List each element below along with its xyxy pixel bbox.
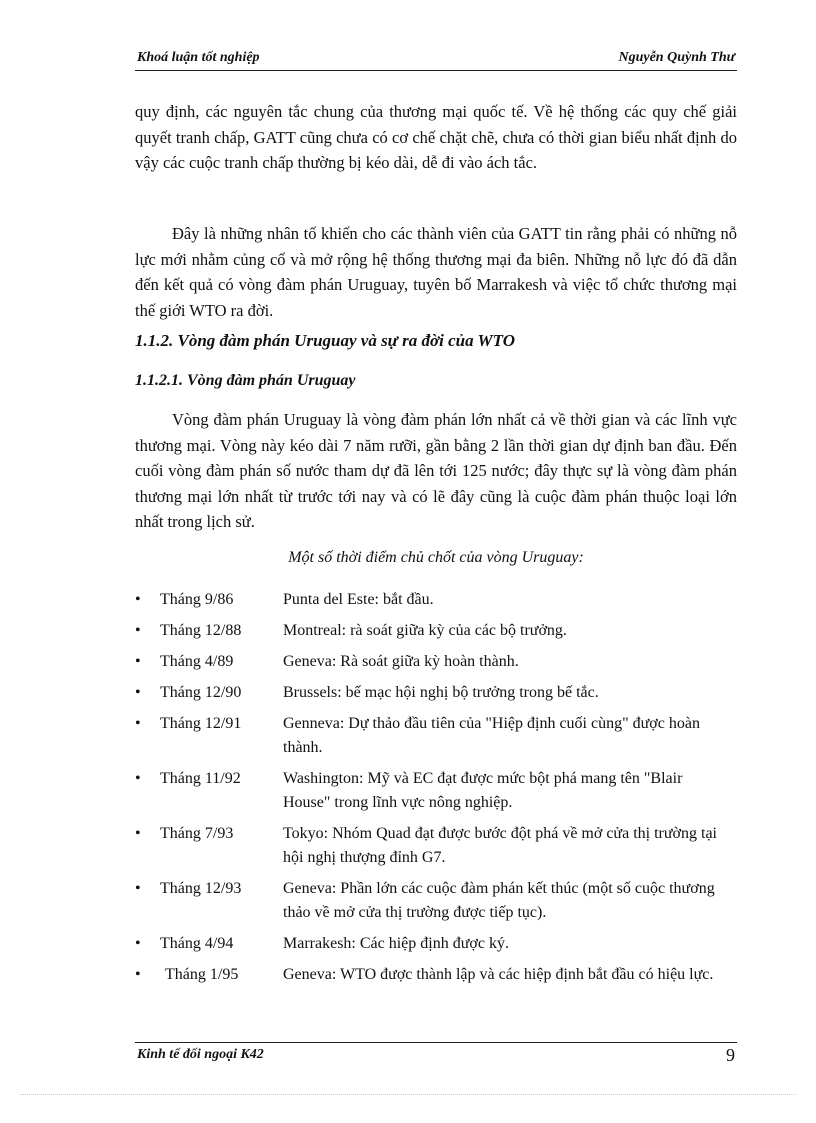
header-author-name: Nguyễn Quỳnh Thư xyxy=(618,50,735,65)
paragraph-intro: quy định, các nguyên tắc chung của thương mại quốc tế. Về hệ thống các quy chế giải quyết tranh chấp, GATT cũng chưa có cơ chế chặt chẽ, chưa có thời gian biểu nhất định do vậy các cuộc tranh chấp thường bị kéo dài, dễ đi vào ách tắc. xyxy=(135,102,737,172)
bullet-icon: • xyxy=(135,653,141,670)
timeline-description: Montreal: rà soát giữa kỳ của các bộ trưởng. xyxy=(283,622,567,639)
timeline-description: Geneva: Phần lớn các cuộc đàm phán kết thúc (một số cuộc thương thảo về mở cửa thị trường được tiếp tục). xyxy=(283,880,715,921)
timeline-date: Tháng 4/89 xyxy=(160,653,234,670)
bullet-icon: • xyxy=(135,825,141,842)
list-item xyxy=(135,619,737,643)
list-item xyxy=(135,712,737,760)
page-number: 9 xyxy=(726,1045,735,1065)
list-item xyxy=(135,877,737,925)
header-thesis-title: Khoá luận tốt nghiệp xyxy=(137,50,260,65)
timeline-description: Washington: Mỹ và EC đạt được mức bột phá mang tên "Blair House" trong lĩnh vực nông nghiệp. xyxy=(283,770,683,811)
list-item xyxy=(135,650,737,674)
paragraph-uruguay-round: Vòng đàm phán Uruguay là vòng đàm phán lớn nhất cả về thời gian và các lĩnh vực thương mại. Vòng này kéo dài 7 năm rưỡi, gần bằng 2 lần thời gian dự định ban đầu. Đến cuối vòng đàm phán số nước tham dự đã lên tới 125 nước; đây thực sự là vòng đàm phán thương mại lớn nhất từ trước tới nay và có lẽ đây cũng là cuộc đàm phán thuộc loại lớn nhất trong lịch sử. xyxy=(135,410,737,531)
timeline-description: Genneva: Dự thảo đầu tiên của "Hiệp định cuối cùng" được hoàn thành. xyxy=(283,715,700,756)
list-item xyxy=(135,932,737,956)
timeline-date: Tháng 4/94 xyxy=(160,935,234,952)
list-item xyxy=(135,588,737,612)
page-bottom-divider xyxy=(20,1094,796,1095)
subsection-heading: 1.1.2.1. Vòng đàm phán Uruguay xyxy=(135,372,356,389)
timeline-description: Geneva: Rà soát giữa kỳ hoàn thành. xyxy=(283,653,519,670)
timeline-date: Tháng 12/88 xyxy=(160,622,242,639)
page-footer xyxy=(135,1042,737,1071)
timeline-description: Tokyo: Nhóm Quad đạt được bước đột phá về mở cửa thị trường tại hội nghị thượng đỉnh G7. xyxy=(283,825,717,866)
timeline-list xyxy=(135,588,737,994)
timeline-description: Punta del Este: bắt đầu. xyxy=(283,591,434,608)
timeline-date: Tháng 7/93 xyxy=(160,825,234,842)
page-header xyxy=(135,48,737,71)
timeline-date: Tháng 12/91 xyxy=(160,715,242,732)
timeline-description: Brussels: bế mạc hội nghị bộ trưởng trong bế tắc. xyxy=(283,684,599,701)
timeline-date: Tháng 9/86 xyxy=(160,591,234,608)
bullet-icon: • xyxy=(135,880,141,897)
timeline-description: Geneva: WTO được thành lập và các hiệp định bắt đầu có hiệu lực. xyxy=(283,966,714,983)
list-item xyxy=(135,681,737,705)
timeline-date: Tháng 12/93 xyxy=(160,880,242,897)
timeline-caption: Một số thời điểm chủ chốt của vòng Uruguay: xyxy=(288,549,584,566)
list-item xyxy=(135,963,737,987)
bullet-icon: • xyxy=(135,935,141,952)
bullet-icon: • xyxy=(135,591,141,608)
timeline-description: Marrakesh: Các hiệp định được ký. xyxy=(283,935,509,952)
bullet-icon: • xyxy=(135,770,141,787)
bullet-icon: • xyxy=(135,622,141,639)
timeline-date: Tháng 11/92 xyxy=(160,770,241,787)
list-item xyxy=(135,767,737,815)
bullet-icon: • xyxy=(135,715,141,732)
paragraph-multilateral: Đây là những nhân tố khiến cho các thành viên của GATT tin rằng phải có những nỗ lực mới nhằm củng cố và mở rộng hệ thống thương mại đa biên. Những nỗ lực đó đã dẫn đến kết quả có vòng đàm phán Uruguay, tuyên bố Marrakesh và việc tổ chức thương mại thế giới WTO ra đời. xyxy=(135,224,737,320)
bullet-icon: • xyxy=(135,684,141,701)
timeline-date: Tháng 12/90 xyxy=(160,684,242,701)
footer-class-label: Kinh tế đối ngoại K42 xyxy=(137,1047,264,1062)
timeline-date: Tháng 1/95 xyxy=(165,966,239,983)
bullet-icon: • xyxy=(135,966,141,983)
section-heading: 1.1.2. Vòng đàm phán Uruguay và sự ra đời của WTO xyxy=(135,331,515,350)
list-item xyxy=(135,822,737,870)
